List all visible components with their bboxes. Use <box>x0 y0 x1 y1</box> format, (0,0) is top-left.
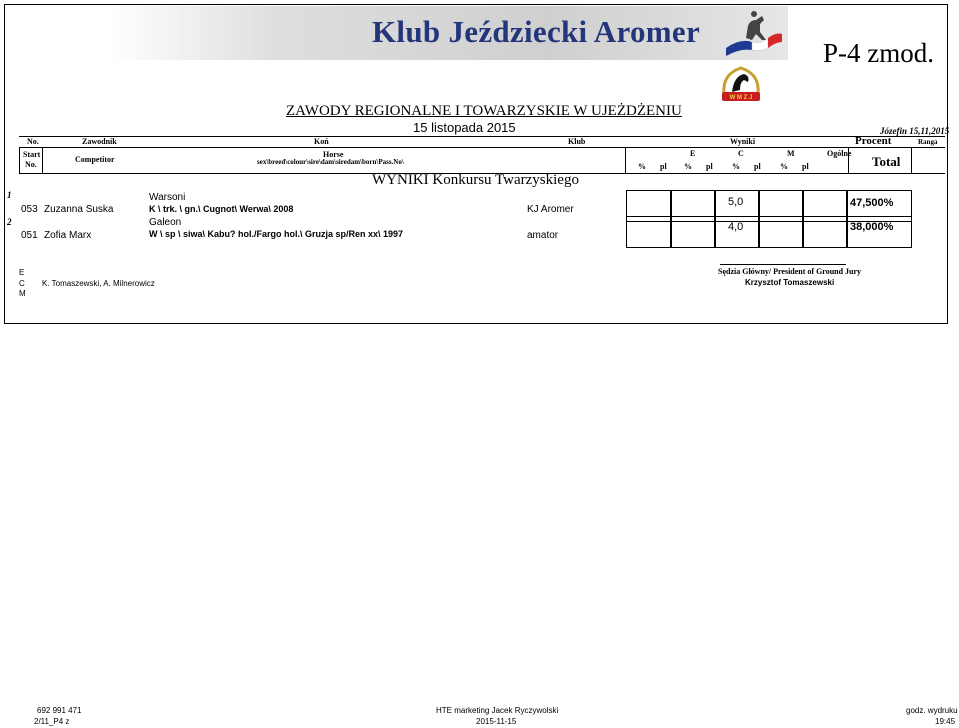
col-competitor: Competitor <box>75 155 115 164</box>
judge-ogolne: Ogólne <box>827 149 852 158</box>
event-place-date: Józefin 15,11,2015 <box>880 126 950 136</box>
col-start: Start <box>23 150 41 159</box>
col-klub: Klub <box>568 137 586 146</box>
judge-c: C <box>738 149 744 158</box>
rider-name: Zuzanna Suska <box>44 204 114 215</box>
percent: 47,500% <box>850 197 894 209</box>
judge-m: M <box>787 149 795 158</box>
header-top-line <box>19 136 945 137</box>
score-box <box>626 216 672 248</box>
table-row <box>0 217 959 245</box>
wmzj-emblem-icon <box>718 64 764 106</box>
start-no: 051 <box>21 230 38 241</box>
score-box <box>670 216 716 248</box>
table-row <box>0 190 959 218</box>
signature-line <box>720 264 846 265</box>
col-no: No. <box>27 137 39 146</box>
col-total: Total <box>872 154 901 169</box>
jury-letter-m: M <box>19 289 26 298</box>
event-title: ZAWODY REGIONALNE I TOWARZYSKIE W UJEŻDŻENIU <box>286 103 682 119</box>
col-horse: Horse <box>323 150 344 159</box>
club: amator <box>527 230 559 241</box>
competition-title: WYNIKI Konkursu Twarzyskiego <box>372 172 579 188</box>
score-box <box>802 216 848 248</box>
footer-phone: 692 991 471 <box>37 706 82 715</box>
footer-company: HTE marketing Jacek Ryczywolski <box>436 706 559 715</box>
col-wyniki: Wyniki <box>730 137 756 146</box>
score: 5,0 <box>728 196 744 208</box>
score-box <box>758 216 804 248</box>
sub-pct: % <box>732 162 740 171</box>
header-left-border <box>19 147 20 173</box>
sub-pl: pl <box>660 162 667 171</box>
header-divider <box>42 147 43 173</box>
rank: 1 <box>7 190 12 200</box>
horse-detail: K \ trk. \ gn.\ Cugnot\ Werwa\ 2008 <box>149 204 294 214</box>
horse-name: Warsoni <box>149 192 186 203</box>
event-date: 15 listopada 2015 <box>413 120 516 135</box>
col-procent: Procent <box>855 135 892 147</box>
judge-e: E <box>690 149 696 158</box>
header-divider <box>625 147 626 173</box>
rank: 2 <box>7 217 12 227</box>
col-horse-detail: sex\breed\colour\sire\dam\siredam\born\Pass.No\ <box>257 158 404 166</box>
score: 4,0 <box>728 221 744 233</box>
footer-print-label: godz. wydruku <box>906 706 958 715</box>
col-start-no: No. <box>25 160 37 169</box>
jury-letter-e: E <box>19 268 25 277</box>
footer-doc-code: 2/11_P4 z <box>34 717 70 726</box>
svg-text:W M Z J: W M Z J <box>729 95 753 101</box>
percent: 38,000% <box>850 221 894 233</box>
banner-title: Klub Jeździecki Aromer <box>372 14 701 49</box>
jury-judges: K. Tomaszewski, A. Milnerowicz <box>42 279 155 288</box>
col-zawodnik: Zawodnik <box>82 137 117 146</box>
col-kon: Koń <box>314 137 329 146</box>
sub-pct: % <box>638 162 646 171</box>
rider-name: Zofia Marx <box>44 230 92 241</box>
form-code: P-4 zmod. <box>823 38 934 68</box>
sub-pl: pl <box>706 162 713 171</box>
sub-pl: pl <box>802 162 809 171</box>
jury-president-name: Krzysztof Tomaszewski <box>745 278 835 287</box>
club: KJ Aromer <box>527 204 574 215</box>
sub-pct: % <box>780 162 788 171</box>
header-divider <box>911 147 912 173</box>
col-ranga: Ranga <box>918 138 938 146</box>
sub-pct: % <box>684 162 692 171</box>
header-mid-line <box>19 147 945 148</box>
footer-date: 2015-11-15 <box>476 717 517 726</box>
sub-pl: pl <box>754 162 761 171</box>
start-no: 053 <box>21 204 38 215</box>
jury-president-title: Sędzia Główny/ President of Ground Jury <box>718 267 862 276</box>
jury-letter-c: C <box>19 279 25 288</box>
horse-flag-logo-icon <box>718 8 784 58</box>
horse-detail: W \ sp \ siwa\ Kabu? hol./Fargo hol.\ Gruzja sp/Ren xx\ 1997 <box>149 229 404 239</box>
horse-name: Galeon <box>149 217 182 228</box>
footer-print-time: 19:45 <box>935 717 956 726</box>
